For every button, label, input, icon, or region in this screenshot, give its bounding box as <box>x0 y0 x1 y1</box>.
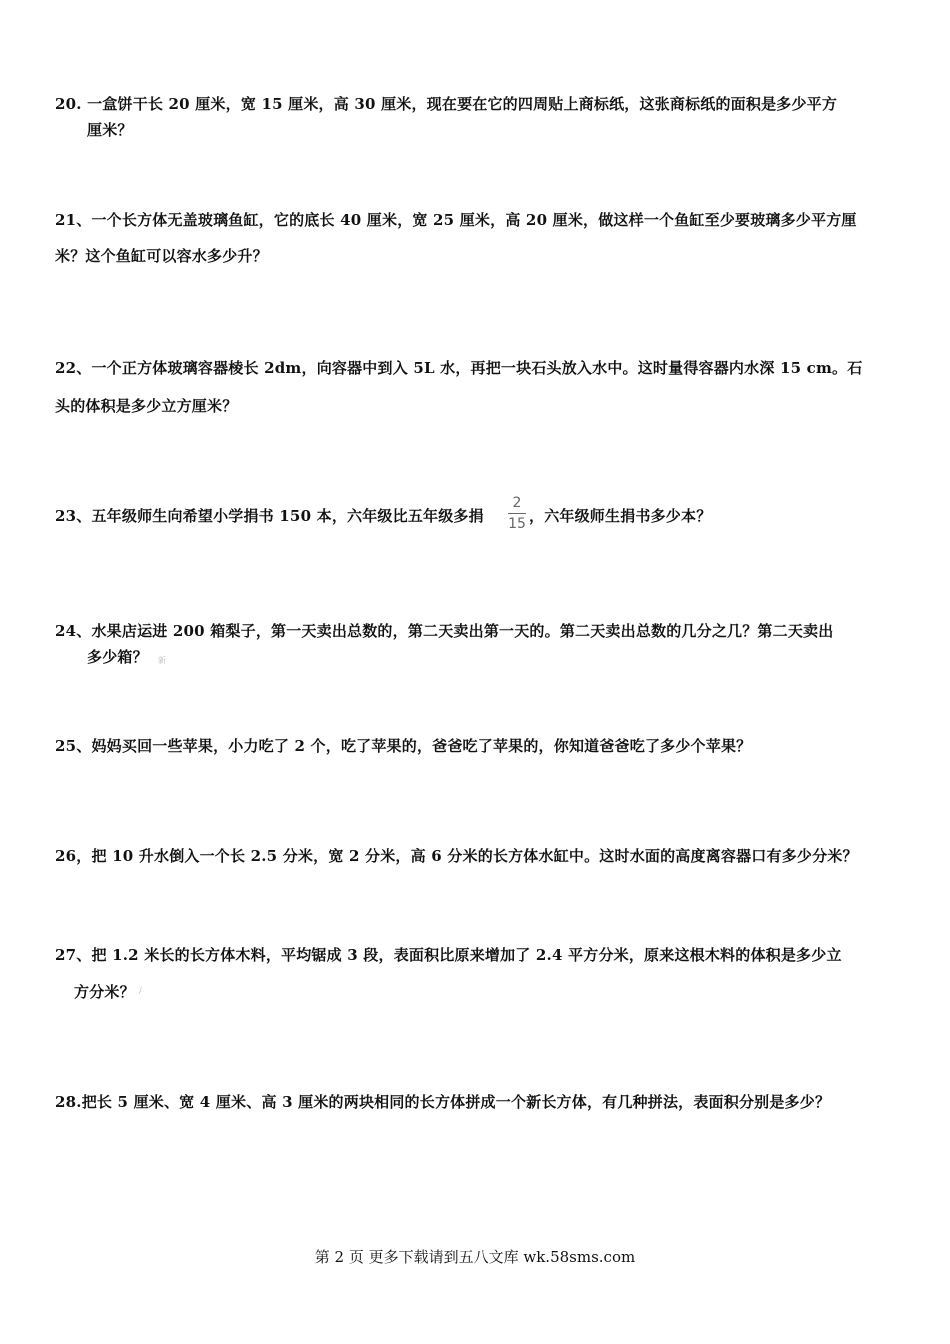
page-footer: 第 2 页 更多下载请到五八文库 wk.58sms.com <box>314 1248 636 1266</box>
question-21-line-2: 米？这个鱼缸可以容水多少升？ <box>55 247 268 265</box>
question-22-line-1: 22、一个正方体玻璃容器棱长 2dm，向容器中到入 5L 水，再把一块石头放入水中。这时量得容器内水深 15 cm。石 <box>55 359 863 377</box>
question-23-text-end: ，六年级师生捐书多少本？ <box>529 507 712 525</box>
question-27-line-1: 27、把 1.2 米长的长方体木料，平均锯成 3 段，表面积比原来增加了 2.4 平方分米，原来这根木料的体积是多少立 <box>55 946 842 964</box>
faint-mark: 新 <box>158 656 166 665</box>
question-21-line-1: 21、一个长方体无盖玻璃鱼缸，它的底长 40 厘米，宽 25 厘米，高 20 厘米，做这样一个鱼缸至少要玻璃多少平方厘 <box>55 211 857 229</box>
question-24-line-1: 24、水果店运进 200 箱梨子，第一天卖出总数的，第二天卖出第一天的。第二天卖出总数的几分之几？第二天卖出 <box>55 622 834 640</box>
question-27-line-2: 方分米？ <box>74 983 135 1001</box>
faint-mark: / <box>139 986 142 995</box>
fraction-denominator: 15 <box>508 516 526 532</box>
fraction-bar <box>508 513 526 514</box>
question-22-line-2: 头的体积是多少立方厘米？ <box>55 397 238 415</box>
fraction-numerator: 2 <box>512 495 522 511</box>
question-20-line-1: 20. 一盒饼干长 20 厘米，宽 15 厘米，高 30 厘米，现在要在它的四周贴上商标纸，这张商标纸的面积是多少平方 <box>55 95 838 113</box>
question-25-line-1: 25、妈妈买回一些苹果，小力吃了 2 个，吃了苹果的，爸爸吃了苹果的，你知道爸爸吃了多少个苹果？ <box>55 737 752 755</box>
question-20-line-2: 厘米？ <box>87 121 133 139</box>
question-28-line-1: 28.把长 5 厘米、宽 4 厘米、高 3 厘米的两块相同的长方体拼成一个新长方体，有几种拼法，表面积分别是多少？ <box>55 1093 831 1111</box>
question-23-text-start: 23、五年级师生向希望小学捐书 150 本，六年级比五年级多捐 <box>55 507 484 525</box>
question-24-line-2: 多少箱？ <box>87 648 148 666</box>
fraction-two-fifteenths <box>506 494 528 533</box>
question-26-line-1: 26，把 10 升水倒入一个长 2.5 分米，宽 2 分米，高 6 分米的长方体水缸中。这时水面的高度离容器口有多少分米？ <box>55 847 858 865</box>
